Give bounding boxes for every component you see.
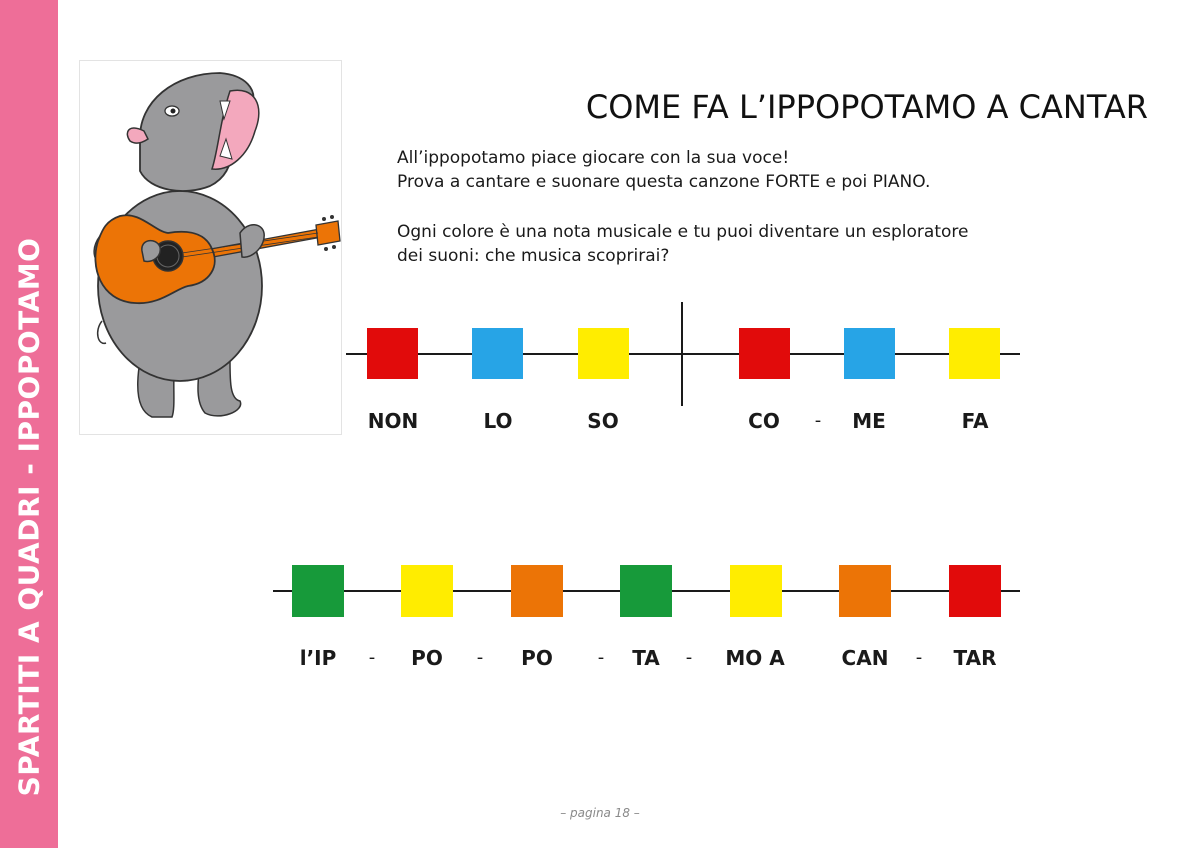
page-number: – pagina 18 – xyxy=(560,806,640,820)
note-square xyxy=(620,565,672,617)
intro-line-4: dei suoni: che musica scoprirai? xyxy=(397,246,670,266)
lyric-syllable: PO xyxy=(521,646,553,670)
lyric-syllable: CAN xyxy=(841,646,889,670)
syllable-dash: - xyxy=(685,647,693,668)
note-square xyxy=(839,565,891,617)
lyric-syllable: TA xyxy=(632,646,660,670)
lyric-syllable: SO xyxy=(587,409,619,433)
syllable-dash: - xyxy=(368,647,376,668)
page-title: COME FA L’IPPOPOTAMO A CANTAR xyxy=(585,88,1148,126)
note-square xyxy=(401,565,453,617)
note-square xyxy=(511,565,563,617)
syllable-dash: - xyxy=(814,410,822,431)
lyric-syllable: l’IP xyxy=(299,646,337,670)
lyric-syllable: FA xyxy=(961,409,989,433)
lyric-syllable: TAR xyxy=(953,646,997,670)
intro-line-2: Prova a cantare e suonare questa canzone FORTE e poi PIANO. xyxy=(397,172,931,192)
lyric-syllable: MO A xyxy=(725,646,785,670)
syllable-dash: - xyxy=(597,647,605,668)
intro-line-1: All’ippopotamo piace giocare con la sua voce! xyxy=(397,148,790,168)
lyric-syllable: NON xyxy=(367,409,419,433)
lyric-syllable: LO xyxy=(483,409,513,433)
lyric-syllable: CO xyxy=(748,409,780,433)
syllable-dash: - xyxy=(915,647,923,668)
note-square xyxy=(292,565,344,617)
lyric-syllable: PO xyxy=(411,646,443,670)
intro-line-3: Ogni colore è una nota musicale e tu puoi diventare un esploratore xyxy=(397,222,969,242)
note-square xyxy=(730,565,782,617)
note-square xyxy=(949,565,1001,617)
side-banner-label: SPARTITI A QUADRI - IPPOPOTAMO xyxy=(12,237,46,797)
syllable-dash: - xyxy=(476,647,484,668)
lyric-syllable: ME xyxy=(852,409,886,433)
